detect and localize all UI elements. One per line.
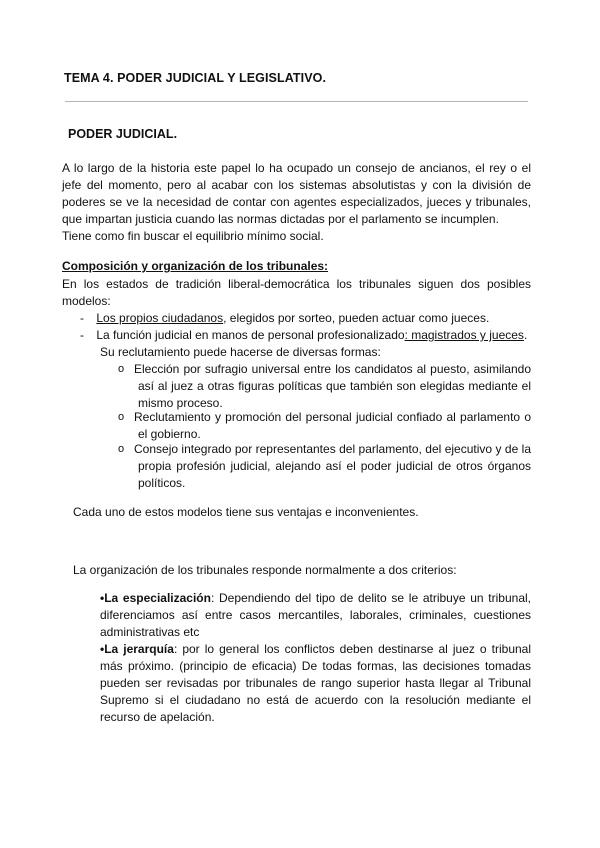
- criterion-line: pueden ser revisadas por tribunales de rango superior hasta llegar al Tribunal: [100, 676, 531, 690]
- document-title: TEMA 4. PODER JUDICIAL Y LEGISLATIVO.: [64, 71, 327, 85]
- bullet-icon: •: [100, 642, 105, 656]
- model-item-professional: [80, 327, 527, 344]
- criterion-line: : Dependiendo del tipo de delito se le atribuye un tribunal,: [210, 591, 531, 605]
- recruitment-line: propia profesión judicial, alejando así el poder judicial de otros órganos: [138, 459, 531, 473]
- organization-intro: La organización de los tribunales responde normalmente a dos criterios:: [73, 563, 457, 577]
- model-citizens-rest: , elegidos por sorteo, pueden actuar como jueces.: [223, 311, 490, 325]
- criterion-line: recurso de apelación.: [100, 710, 215, 724]
- model-professional-text: La función judicial en manos de personal profesionalizado: [96, 328, 405, 342]
- title-divider: [65, 101, 528, 102]
- intro-line: poderes se ve la necesidad de contar con agentes especializados, jueces y tribunales,: [62, 195, 531, 209]
- criterion-line: : por lo general los conflictos deben destinarse al juez o tribunal: [173, 642, 532, 656]
- intro-line: A lo largo de la historia este papel lo ha ocupado un consejo de ancianos, el rey o el: [62, 161, 531, 175]
- recruitment-line: políticos.: [138, 476, 186, 490]
- composition-intro-line: modelos:: [62, 294, 111, 308]
- model-professional-underlined: : magistrados y jueces: [404, 328, 524, 342]
- intro-paragraph: [62, 160, 531, 245]
- criterion-line: diferenciamos así entre casos mercantiles, laborales, criminales, cuestiones: [100, 608, 531, 622]
- recruitment-intro: Su reclutamiento puede hacerse de diversas formas:: [100, 345, 381, 359]
- criterion-label: La especialización: [104, 591, 211, 605]
- dash-bullet: -: [80, 311, 84, 325]
- section-heading: PODER JUDICIAL.: [68, 127, 178, 141]
- intro-line: Tiene como fin buscar el equilibrio mínimo social.: [62, 229, 324, 243]
- circle-bullet-icon: o: [118, 363, 125, 375]
- recruitment-line: Consejo integrado por representantes del parlamento, del ejecutivo y de la: [134, 442, 531, 456]
- model-item-citizens: [80, 310, 489, 327]
- circle-bullet-icon: o: [118, 411, 125, 423]
- model-citizens-underlined: Los propios ciudadanos: [96, 311, 224, 325]
- recruitment-line: Elección por sufragio universal entre los candidatos al puesto, asimilando: [134, 362, 531, 376]
- criterion-line: Supremo si el ciudadano no está de acuerdo con la resolución mediante el: [100, 693, 531, 707]
- recruitment-line: Reclutamiento y promoción del personal judicial confiado al parlamento o: [134, 410, 531, 424]
- composition-intro-line: En los estados de tradición liberal-democrática los tribunales siguen dos posibles: [62, 277, 531, 291]
- circle-bullet-icon: o: [118, 443, 125, 455]
- recruitment-line: el gobierno.: [138, 427, 201, 441]
- criterion-line: administrativas etc: [100, 625, 200, 639]
- intro-line: que impartan justicia cuando las normas dictadas por el parlamento se incumplen.: [62, 212, 499, 226]
- criterion-specialization: [100, 590, 531, 641]
- composition-heading: Composición y organización de los tribunales:: [62, 259, 329, 273]
- bullet-icon: •: [100, 591, 105, 605]
- criterion-line: más próximo. (principio de eficacia) De todas formas, las decisiones tomadas: [100, 659, 531, 673]
- recruitment-line: mismo proceso.: [138, 396, 223, 410]
- models-closing-text: Cada uno de estos modelos tiene sus ventajas e inconvenientes.: [73, 505, 419, 519]
- composition-intro: [62, 276, 531, 310]
- criterion-hierarchy: [100, 641, 531, 726]
- recruitment-line: así al juez a otras figuras políticas que también son elegidas mediante el: [138, 379, 531, 393]
- criterion-label: La jerarquía: [104, 642, 174, 656]
- intro-line: jefe del momento, pero al acabar con los sistemas absolutistas y con la división de: [62, 178, 531, 192]
- dash-bullet: -: [80, 328, 84, 342]
- model-professional-end: .: [523, 328, 528, 342]
